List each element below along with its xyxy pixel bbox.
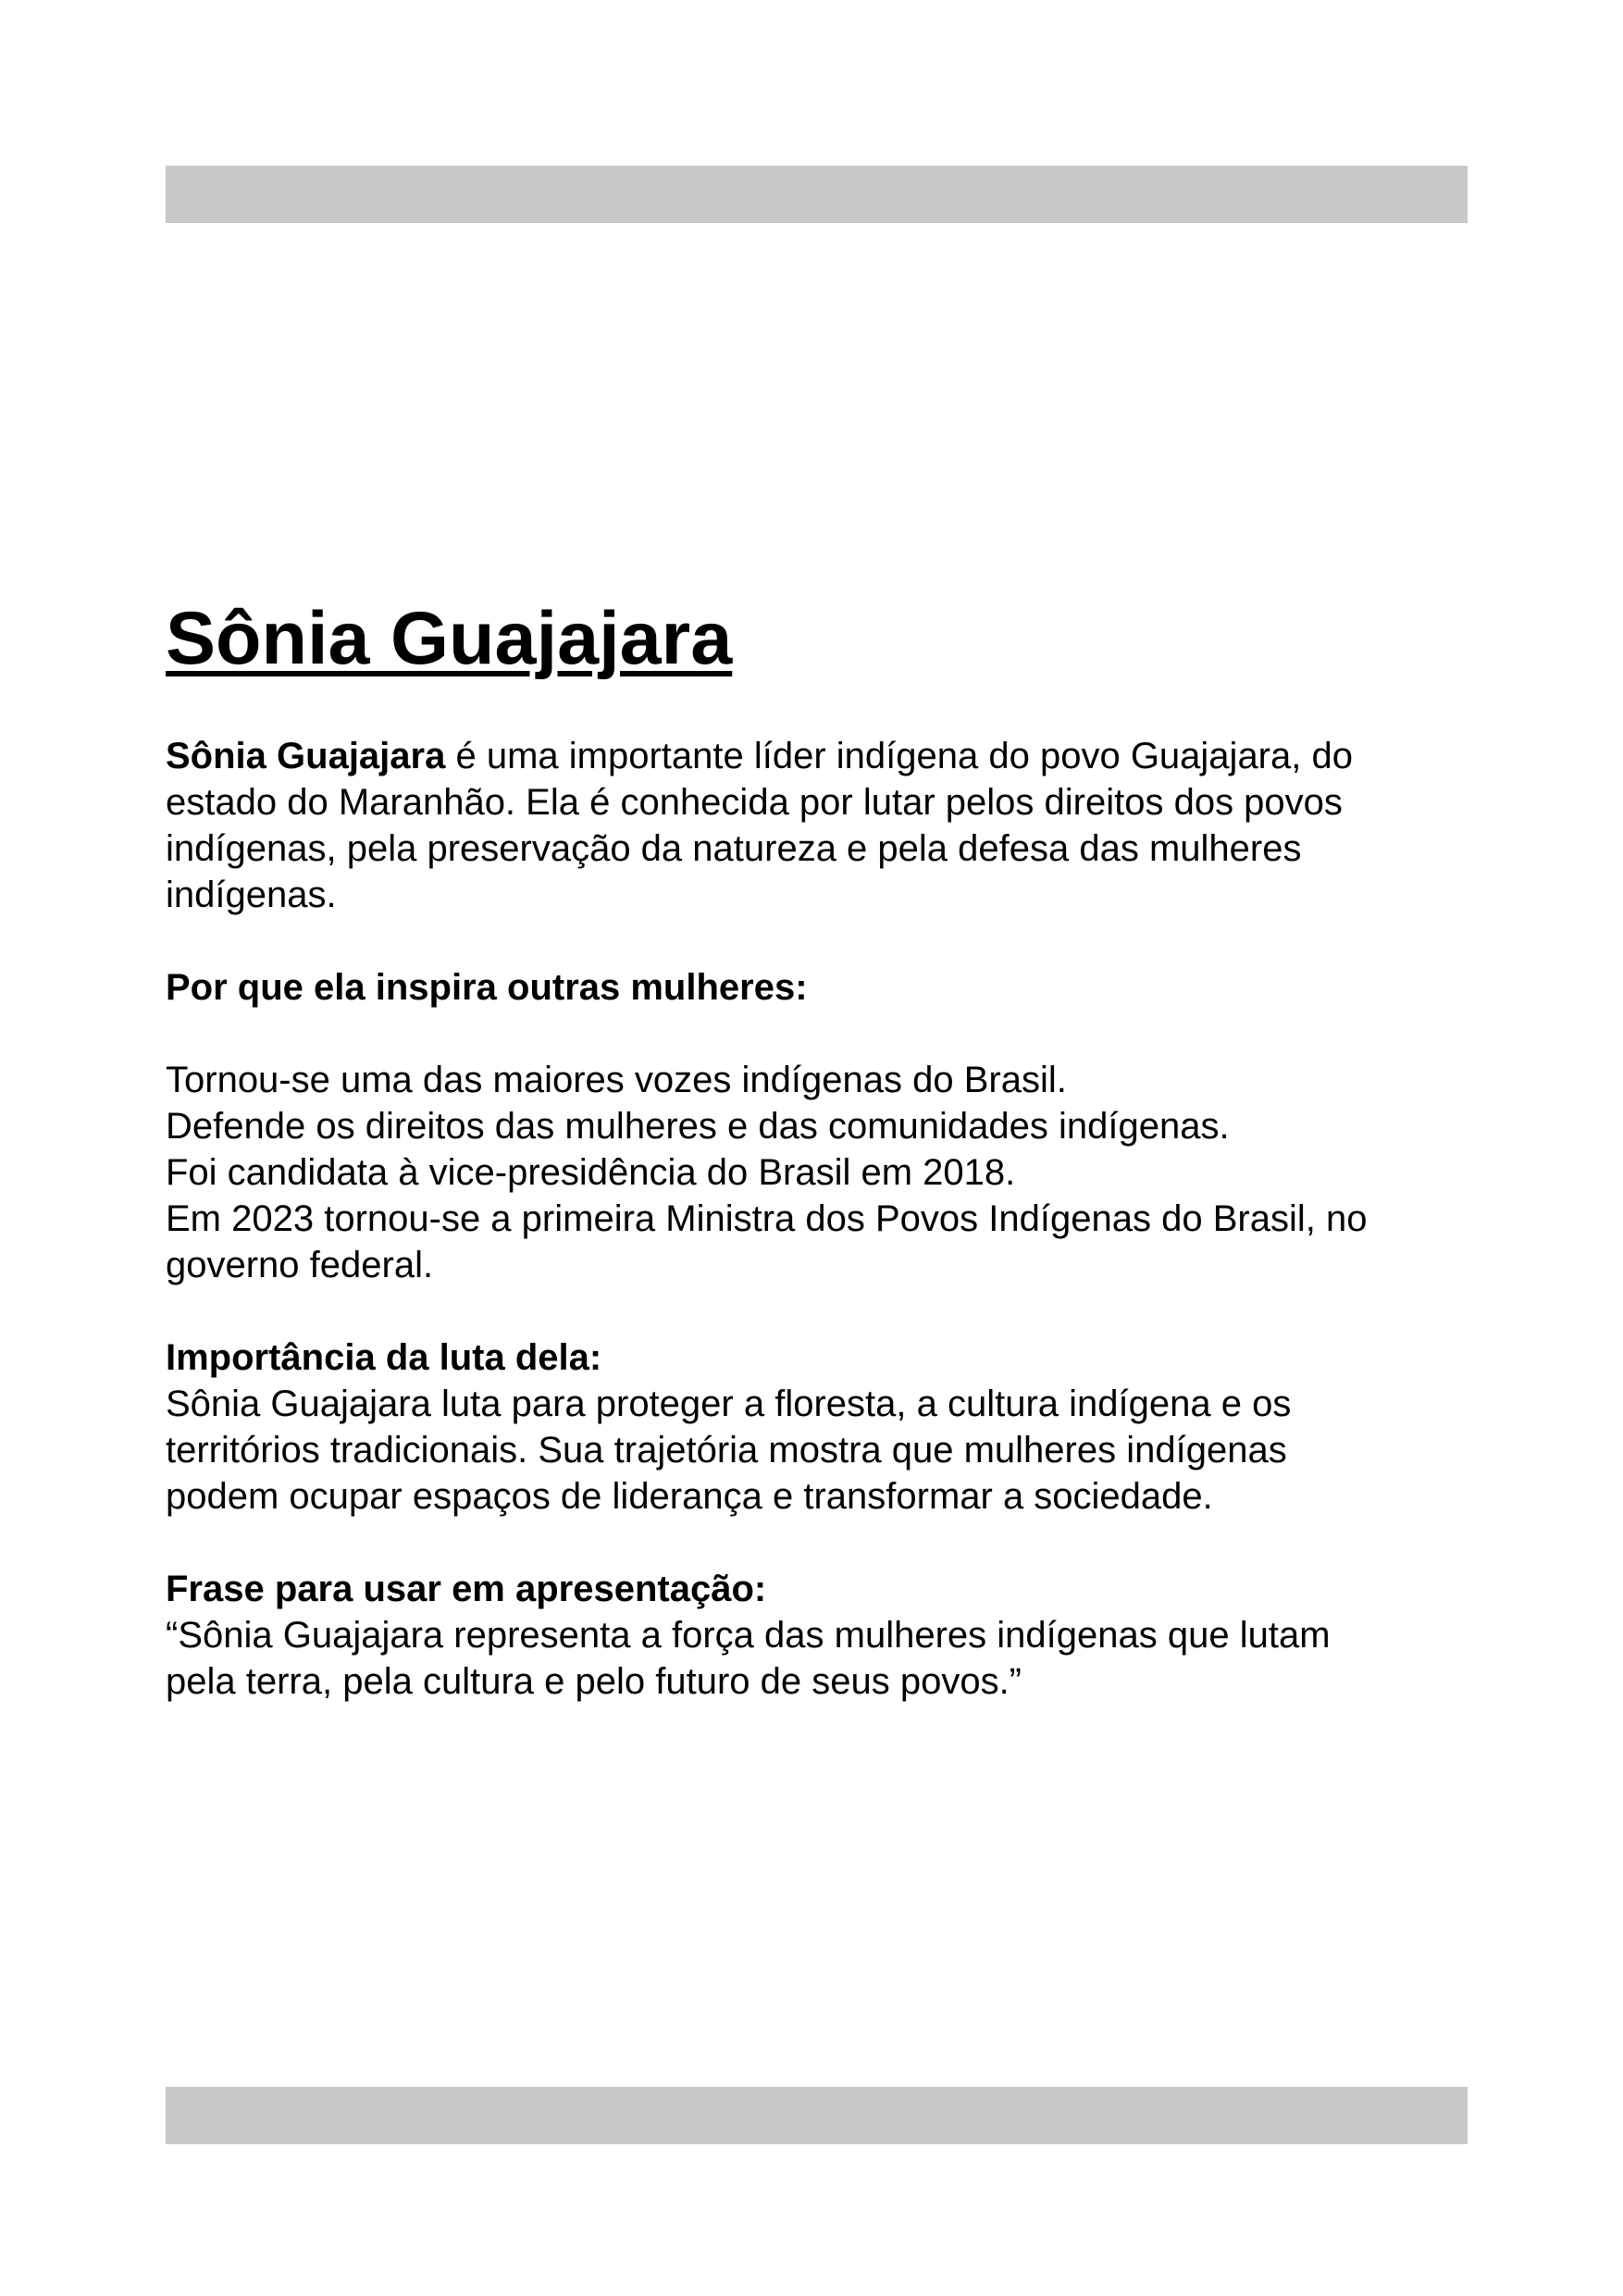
importancia-heading: Importância da luta dela: — [166, 1337, 602, 1378]
intro-line: indígenas. — [166, 875, 337, 915]
inspira-heading: Por que ela inspira outras mulheres: — [166, 967, 808, 1008]
footer-bar — [166, 2087, 1468, 2144]
intro-bold-lead: Sônia Guajajara — [166, 736, 446, 776]
intro-line — [166, 733, 1480, 779]
importancia-line: podem ocupar espaços de liderança e transformar a sociedade. — [166, 1476, 1213, 1517]
frase-line: pela terra, pela cultura e pelo futuro de seus povos.” — [166, 1661, 1022, 1702]
inspira-line: governo federal. — [166, 1245, 434, 1285]
intro-paragraph — [166, 733, 1480, 918]
header-bar — [166, 166, 1468, 223]
intro-line: indígenas, pela preservação da natureza e pela defesa das mulheres — [166, 828, 1302, 869]
frase-line: “Sônia Guajajara representa a força das mulheres indígenas que lutam — [166, 1615, 1331, 1656]
frase-heading: Frase para usar em apresentação: — [166, 1569, 767, 1609]
importancia-line: territórios tradicionais. Sua trajetória mostra que mulheres indígenas — [166, 1430, 1287, 1471]
inspira-line: Defende os direitos das mulheres e das comunidades indígenas. — [166, 1106, 1230, 1147]
frase-section — [166, 1566, 1480, 1705]
document-body — [166, 583, 1480, 1705]
inspira-line: Tornou-se uma das maiores vozes indígenas do Brasil. — [166, 1060, 1067, 1100]
importancia-section — [166, 1334, 1480, 1520]
page-title: Sônia Guajajara — [166, 597, 733, 680]
inspira-line: Em 2023 tornou-se a primeira Ministra dos Povos Indígenas do Brasil, no — [166, 1198, 1368, 1239]
intro-rest: é uma importante líder indígena do povo Guajajara, do — [445, 736, 1353, 776]
importancia-line: Sônia Guajajara luta para proteger a floresta, a cultura indígena e os — [166, 1384, 1292, 1424]
intro-line: estado do Maranhão. Ela é conhecida por lutar pelos direitos dos povos — [166, 782, 1343, 823]
inspira-list — [166, 1057, 1480, 1288]
inspira-line: Foi candidata à vice-presidência do Brasil em 2018. — [166, 1152, 1016, 1193]
